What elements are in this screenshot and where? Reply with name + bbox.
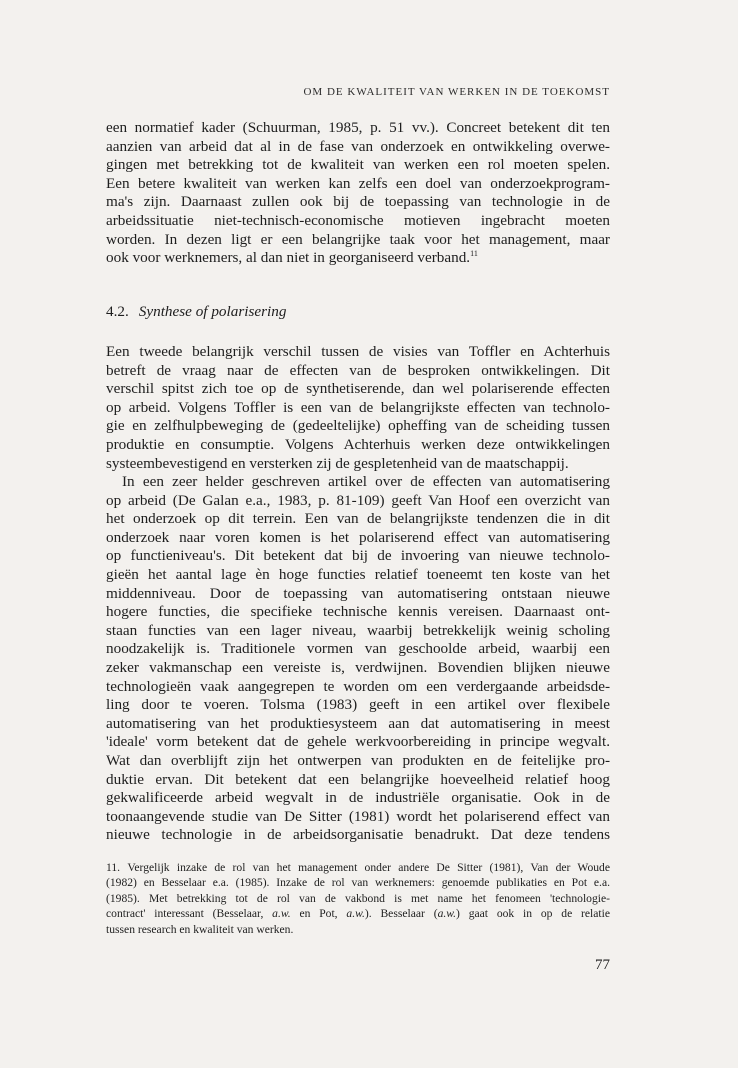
footnote-text: ) gaat ook in op de relatie: [456, 907, 611, 921]
paragraph-1: [106, 119, 610, 268]
footnote-text: ). Besselaar (: [364, 907, 438, 921]
text-line: worden. In dezen ligt er een belangrijke taak voor het management, maar: [106, 230, 610, 248]
text-line: gie en zelfhulpbeweging de (gedeeltelijke) opheffing van de scheiding tussen: [106, 417, 610, 435]
text-line: produktie en consumptie. Volgens Achterhuis werken deze ontwikkelingen: [106, 435, 610, 453]
text-line: op arbeid. Volgens Toffler is een van de belangrijkste effecten van technolo-: [106, 398, 610, 416]
section-number: 4.2.: [106, 303, 129, 320]
text-line: systeembevestigend en versterken zij de gespletenheid van de maatschappij.: [106, 454, 569, 472]
footnote-text: contract' interessant (Besselaar,: [106, 907, 273, 921]
text-line: nieuwe technologie in de arbeidsorganisatie benadrukt. Dat deze tendens: [106, 826, 610, 844]
footnote-line: (1982) en Besselaar e.a. (1985). Inzake de rol van werknemers: genoemde publikaties en Pot e.a.: [106, 876, 610, 890]
section-title: Synthese of polarisering: [138, 303, 287, 320]
text-line: ling door te voeren. Tolsma (1983) geeft in een artikel over flexibele: [106, 696, 610, 714]
text-line: hogere functies, die specifieke technische kennis vereisen. Daarnaast ont-: [106, 603, 610, 621]
paragraph-3: [106, 473, 610, 845]
text-line: Wat dan overblijft zijn het ontwerpen van produkten en de feitelijke pro-: [106, 751, 610, 769]
running-head: OM DE KWALITEIT VAN WERKEN IN DE TOEKOMST: [303, 86, 610, 98]
footnote-text: en Pot,: [290, 907, 347, 921]
text-line: onderzoek naar voren komen is het polariserend effect van automatisering: [106, 528, 610, 546]
text-line: op functieniveau's. Dit betekent dat bij de invoering van nieuwe technolo-: [106, 547, 610, 565]
footnote-line: tussen research en kwaliteit van werken.: [106, 922, 294, 936]
footnote-line: [106, 860, 610, 875]
text-line: technologieën vaak aangegrepen te worden om een verdergaande arbeidsde-: [106, 677, 610, 695]
footnote-citation: a.w.: [437, 907, 457, 921]
text-line: ma's zijn. Daarnaast zullen ook bij de toepassing van technologie in de: [106, 193, 610, 211]
text-line: automatisering van het produktiesysteem aan dat automatisering in meest: [106, 714, 610, 732]
page-number: 77: [595, 957, 610, 973]
text-line: noodzakelijk is. Traditionele vormen van geschoolde arbeid, waarbij een: [106, 640, 610, 658]
text-line: arbeidssituatie niet-technisch-economische motieven ingebracht moeten: [106, 211, 610, 229]
text-line: betreft de vraag naar de effecten van de besproken ontwikkelingen. Dit: [106, 361, 610, 379]
footnote: [106, 860, 610, 937]
text-line: aanzien van arbeid dat al in de fase van onderzoek en ontwikkeling overwe-: [106, 137, 610, 155]
text-line: duktie ervan. Dit betekent dat een belangrijke hoeveelheid relatief hoog: [106, 770, 610, 788]
footnote-line: (1985). Met betrekking tot de rol van de vakbond is met name het fenomeen 'technologie-: [106, 891, 610, 905]
footnote-citation: a.w.: [272, 907, 291, 921]
text-line: een normatief kader (Schuurman, 1985, p. 51 vv.). Concreet betekent dit ten: [106, 119, 610, 136]
footnote-number: 11.: [106, 861, 121, 874]
section-heading: [106, 303, 286, 321]
text-line: gieën het aantal lage èn hoge functies relatief toeneemt ten koste van het: [106, 565, 610, 583]
text-line: op arbeid (De Galan e.a., 1983, p. 81-109) geeft Van Hoof een overzicht van: [106, 491, 610, 509]
footnote-text: Vergelijk inzake de rol van het management onder andere De Sitter (1981), Van der Woude: [127, 861, 610, 874]
footnote-reference: 11: [470, 249, 478, 259]
text-line: In een zeer helder geschreven artikel over de effecten van automatisering: [122, 473, 610, 490]
text-line: middenniveau. Door de toepassing van automatisering ontstaan nieuwe: [106, 584, 610, 602]
text-line: Een tweede belangrijk verschil tussen de visies van Toffler en Achterhuis: [106, 343, 610, 360]
text-line-content: ook voor werknemers, al dan niet in georganiseerd verband.: [106, 249, 471, 267]
text-line: gingen met betrekking tot de kwaliteit van werken een rol moeten spelen.: [106, 156, 610, 174]
text-line: 'ideale' vorm betekent dat de gehele werkvoorbereiding in principe wegvalt.: [106, 733, 610, 751]
text-line: zeker vakmanschap een vereiste is, verdwijnen. Bovendien blijken nieuwe: [106, 658, 610, 676]
footnote-citation: a.w.: [346, 907, 365, 921]
paragraph-2: [106, 343, 610, 473]
text-line: het onderzoek op dit terrein. Een van de belangrijkste tendenzen die in dit: [106, 510, 610, 528]
text-line: toonaangevende studie van De Sitter (1981) wordt het polariserend effect van: [106, 807, 610, 825]
text-line: staan functies van een lager niveau, waarbij betrekkelijk weinig scholing: [106, 621, 610, 639]
text-line: [106, 249, 610, 268]
text-line: verschil spitst zich toe op de synthetiserende, dan wel polariserende effecten: [106, 380, 610, 398]
footnote-line: [106, 906, 610, 921]
text-line: Een betere kwaliteit van werken kan zelfs een doel van onderzoekprogram-: [106, 174, 610, 192]
text-line: gekwalificeerde arbeid wegvalt in de industriële organisatie. Ook in de: [106, 789, 610, 807]
